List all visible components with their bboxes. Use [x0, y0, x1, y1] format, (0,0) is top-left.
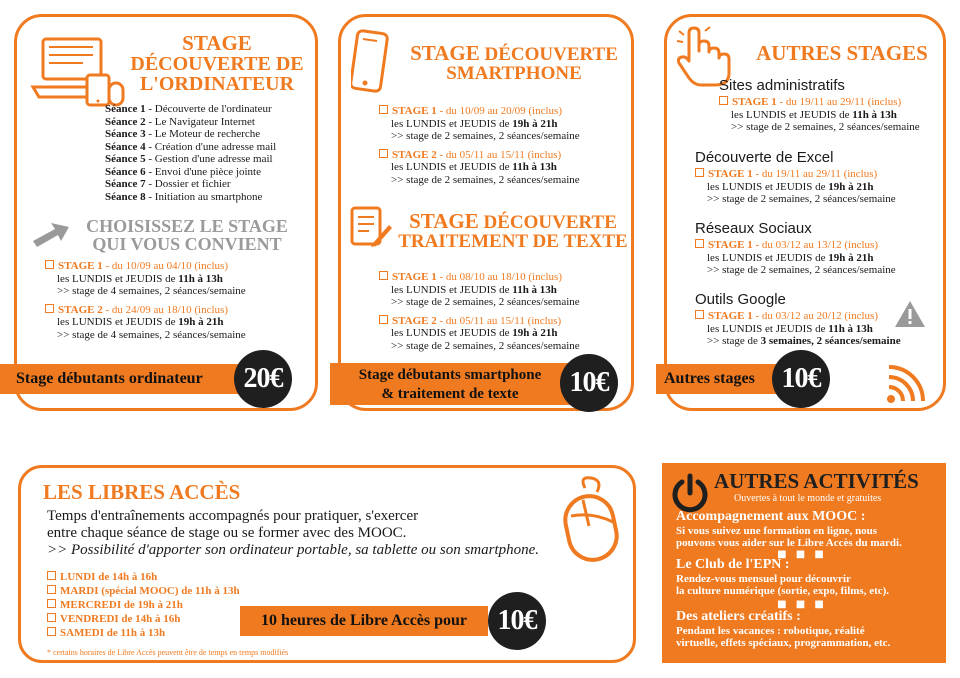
session-list	[105, 103, 315, 203]
card1-title-l3: L'ORDINATEUR	[139, 73, 295, 95]
checkbox-icon	[45, 304, 54, 313]
club-title: Le Club de l'EPN :	[676, 557, 790, 572]
separator-dots: ■ ■ ■	[777, 599, 827, 610]
group-sites-admin: Sites administratifs STAGE 1 - du 19/11 au 29/11 (inclus) les LUNDIS et JEUDIS de 11h à 13h >> stage de 2 semaines, 2 séances/semaine	[719, 77, 920, 133]
session-item: Séance 2 - Le Navigateur Internet	[105, 115, 255, 128]
price-libres: 10€	[488, 592, 546, 650]
ateliers-desc-l1: Pendant les vacances : robotique, réalité	[676, 625, 865, 637]
card4-text-l1: Temps d'entraînements accompagnés pour pratiquer, s'exercer	[47, 508, 419, 524]
power-icon	[670, 473, 710, 513]
checkbox-icon	[47, 613, 56, 622]
arrow-icon	[31, 221, 71, 247]
session-item: Séance 3 - Le Moteur de recherche	[105, 128, 261, 140]
mooc-desc-l1: Si vous suivez une formation en ligne, nous	[676, 525, 878, 537]
group-google: Outils Google STAGE 1 - du 03/12 au 20/12 (inclus) les LUNDIS et JEUDIS de 11h à 13h >> stage de 3 semaines, 2 séances/semaine	[695, 291, 901, 347]
slot-item: LUNDI de 14h à 16h	[47, 570, 307, 584]
card4-text-l2: entre chaque séance de stage ou se former avec des MOOC.	[47, 525, 407, 541]
band-smartphone	[330, 363, 570, 405]
band-libres-label: 10 heures de Libre Accès pour	[260, 612, 468, 629]
club-desc-l2: la culture numérique (sortie, expo, films, etc).	[676, 585, 890, 597]
slot-item: MERCREDI de 19h à 21h	[47, 598, 307, 612]
checkbox-icon	[47, 599, 56, 608]
checkbox-icon	[47, 571, 56, 580]
mouse-icon	[557, 474, 627, 564]
ateliers-title: Des ateliers créatifs :	[676, 609, 801, 624]
slot-item: MARDI (spécial MOOC) de 11h à 13h	[47, 584, 307, 598]
card2-title-a3: SMARTPHONE	[446, 63, 582, 84]
card2-title-a1: STAGE	[410, 41, 480, 65]
card2-title-b2: DÉCOUVERTE	[483, 212, 617, 233]
choose-title-l2: QUI VOUS CONVIENT	[92, 234, 282, 254]
stage-block: STAGE 2 - du 05/11 au 15/11 (inclus) les LUNDIS et JEUDIS de 11h à 13h >> stage de 2 semaines, 2 séances/semaine	[379, 149, 631, 187]
card2-title-b1: STAGE	[409, 209, 479, 233]
choose-title-l1: CHOISISSEZ LE STAGE	[86, 216, 288, 236]
mooc-desc-l2: pouvons vous aider sur le Libre Accès du mardi.	[676, 537, 902, 549]
checkbox-icon	[47, 627, 56, 636]
checkbox-icon	[379, 271, 388, 280]
price-autres: 10€	[772, 350, 830, 408]
band-autres-label: Autres stages	[664, 370, 755, 387]
price-smartphone: 10€	[560, 354, 618, 412]
price-ordinateur: 20€	[234, 350, 292, 408]
session-item: Séance 8 - Initiation au smartphone	[105, 190, 263, 203]
checkbox-icon	[45, 260, 54, 269]
session-item: Séance 6 - Envoi d'une pièce jointe	[105, 165, 261, 178]
checkbox-icon	[695, 310, 704, 319]
card3-title: AUTRES STAGES	[756, 41, 928, 65]
slot-item: SAMEDI de 11h à 13h	[47, 626, 307, 640]
band-autres	[656, 364, 786, 394]
card1-title-l1: STAGE	[182, 31, 252, 55]
card-stage-smartphone	[338, 14, 634, 411]
band-libres	[240, 606, 488, 636]
checkbox-icon	[379, 315, 388, 324]
card4-text-l3: >> Possibilité d'apporter son ordinateur portable, sa tablette ou son smartphone.	[47, 542, 540, 558]
band-ordinateur-label: Stage débutants ordinateur	[16, 370, 203, 387]
band-smartphone-l2: & traitement de texte	[381, 386, 519, 402]
group-reseaux: Réseaux Sociaux STAGE 1 - du 03/12 au 13/12 (inclus) les LUNDIS et JEUDIS de 19h à 21h >> stage de 2 semaines, 2 séances/semaine	[695, 220, 896, 276]
card1-title-l2: DÉCOUVERTE DE	[130, 53, 304, 75]
document-edit-icon	[349, 205, 393, 249]
stage-block: STAGE 1 - du 10/09 au 20/09 (inclus) les LUNDIS et JEUDIS de 19h à 21h >> stage de 2 semaines, 2 séances/semaine	[379, 105, 631, 143]
checkbox-icon	[47, 585, 56, 594]
checkbox-icon	[695, 168, 704, 177]
card-autres-activites	[662, 463, 946, 663]
smartphone-icon	[351, 29, 393, 95]
club-desc-l1: Rendez-vous mensuel pour découvrir	[676, 573, 851, 585]
card4-title: LES LIBRES ACCÈS	[43, 480, 241, 504]
stage-block: STAGE 1 - du 08/10 au 18/10 (inclus) les LUNDIS et JEUDIS de 11h à 13h >> stage de 2 semaines, 2 séances/semaine	[379, 271, 631, 309]
stage-block: STAGE 2 - du 24/09 au 18/10 (inclus) les LUNDIS et JEUDIS de 19h à 21h >> stage de 4 semaines, 2 séances/semaine	[45, 304, 315, 342]
band-ordinateur	[0, 364, 250, 394]
ateliers-desc-l2: virtuelle, effets spéciaux, programmation, etc.	[676, 637, 891, 649]
session-item: Séance 7 - Dossier et fichier	[105, 178, 231, 190]
separator-dots: ■ ■ ■	[777, 549, 827, 560]
card2-title-b3: TRAITEMENT DE TEXTE	[398, 231, 628, 252]
session-item: Séance 1 - Découverte de l'ordinateur	[105, 103, 272, 115]
band-smartphone-l1: Stage débutants smartphone	[358, 367, 542, 383]
session-item: Séance 5 - Gestion d'une adresse mail	[105, 153, 273, 165]
group-excel: Découverte de Excel STAGE 1 - du 19/11 au 29/11 (inclus) les LUNDIS et JEUDIS de 19h à 21h >> stage de 2 semaines, 2 séances/semaine	[695, 149, 896, 205]
session-item: Séance 4 - Création d'une adresse mail	[105, 140, 277, 153]
card4-footnote: * certains horaires de Libre Accès peuvent être de temps en temps modifiés	[47, 648, 289, 657]
warning-icon	[893, 299, 927, 329]
stage-block: STAGE 2 - du 05/11 au 15/11 (inclus) les LUNDIS et JEUDIS de 19h à 21h >> stage de 2 semaines, 2 séances/semaine	[379, 315, 631, 353]
checkbox-icon	[379, 105, 388, 114]
wifi-icon	[883, 365, 927, 405]
checkbox-icon	[695, 239, 704, 248]
mooc-title: Accompagnement aux MOOC :	[676, 509, 866, 524]
checkbox-icon	[379, 149, 388, 158]
card5-subtitle: Ouvertes à tout le monde et gratuites	[734, 493, 882, 504]
card5-title: AUTRES ACTIVITÉS	[714, 469, 919, 493]
card2-title-a2: DÉCOUVERTE	[484, 44, 618, 65]
checkbox-icon	[719, 96, 728, 105]
stage-block: STAGE 1 - du 10/09 au 04/10 (inclus) les LUNDIS et JEUDIS de 11h à 13h >> stage de 4 semaines, 2 séances/semaine	[45, 260, 315, 298]
slot-item: VENDREDI de 14h à 16h	[47, 612, 307, 626]
